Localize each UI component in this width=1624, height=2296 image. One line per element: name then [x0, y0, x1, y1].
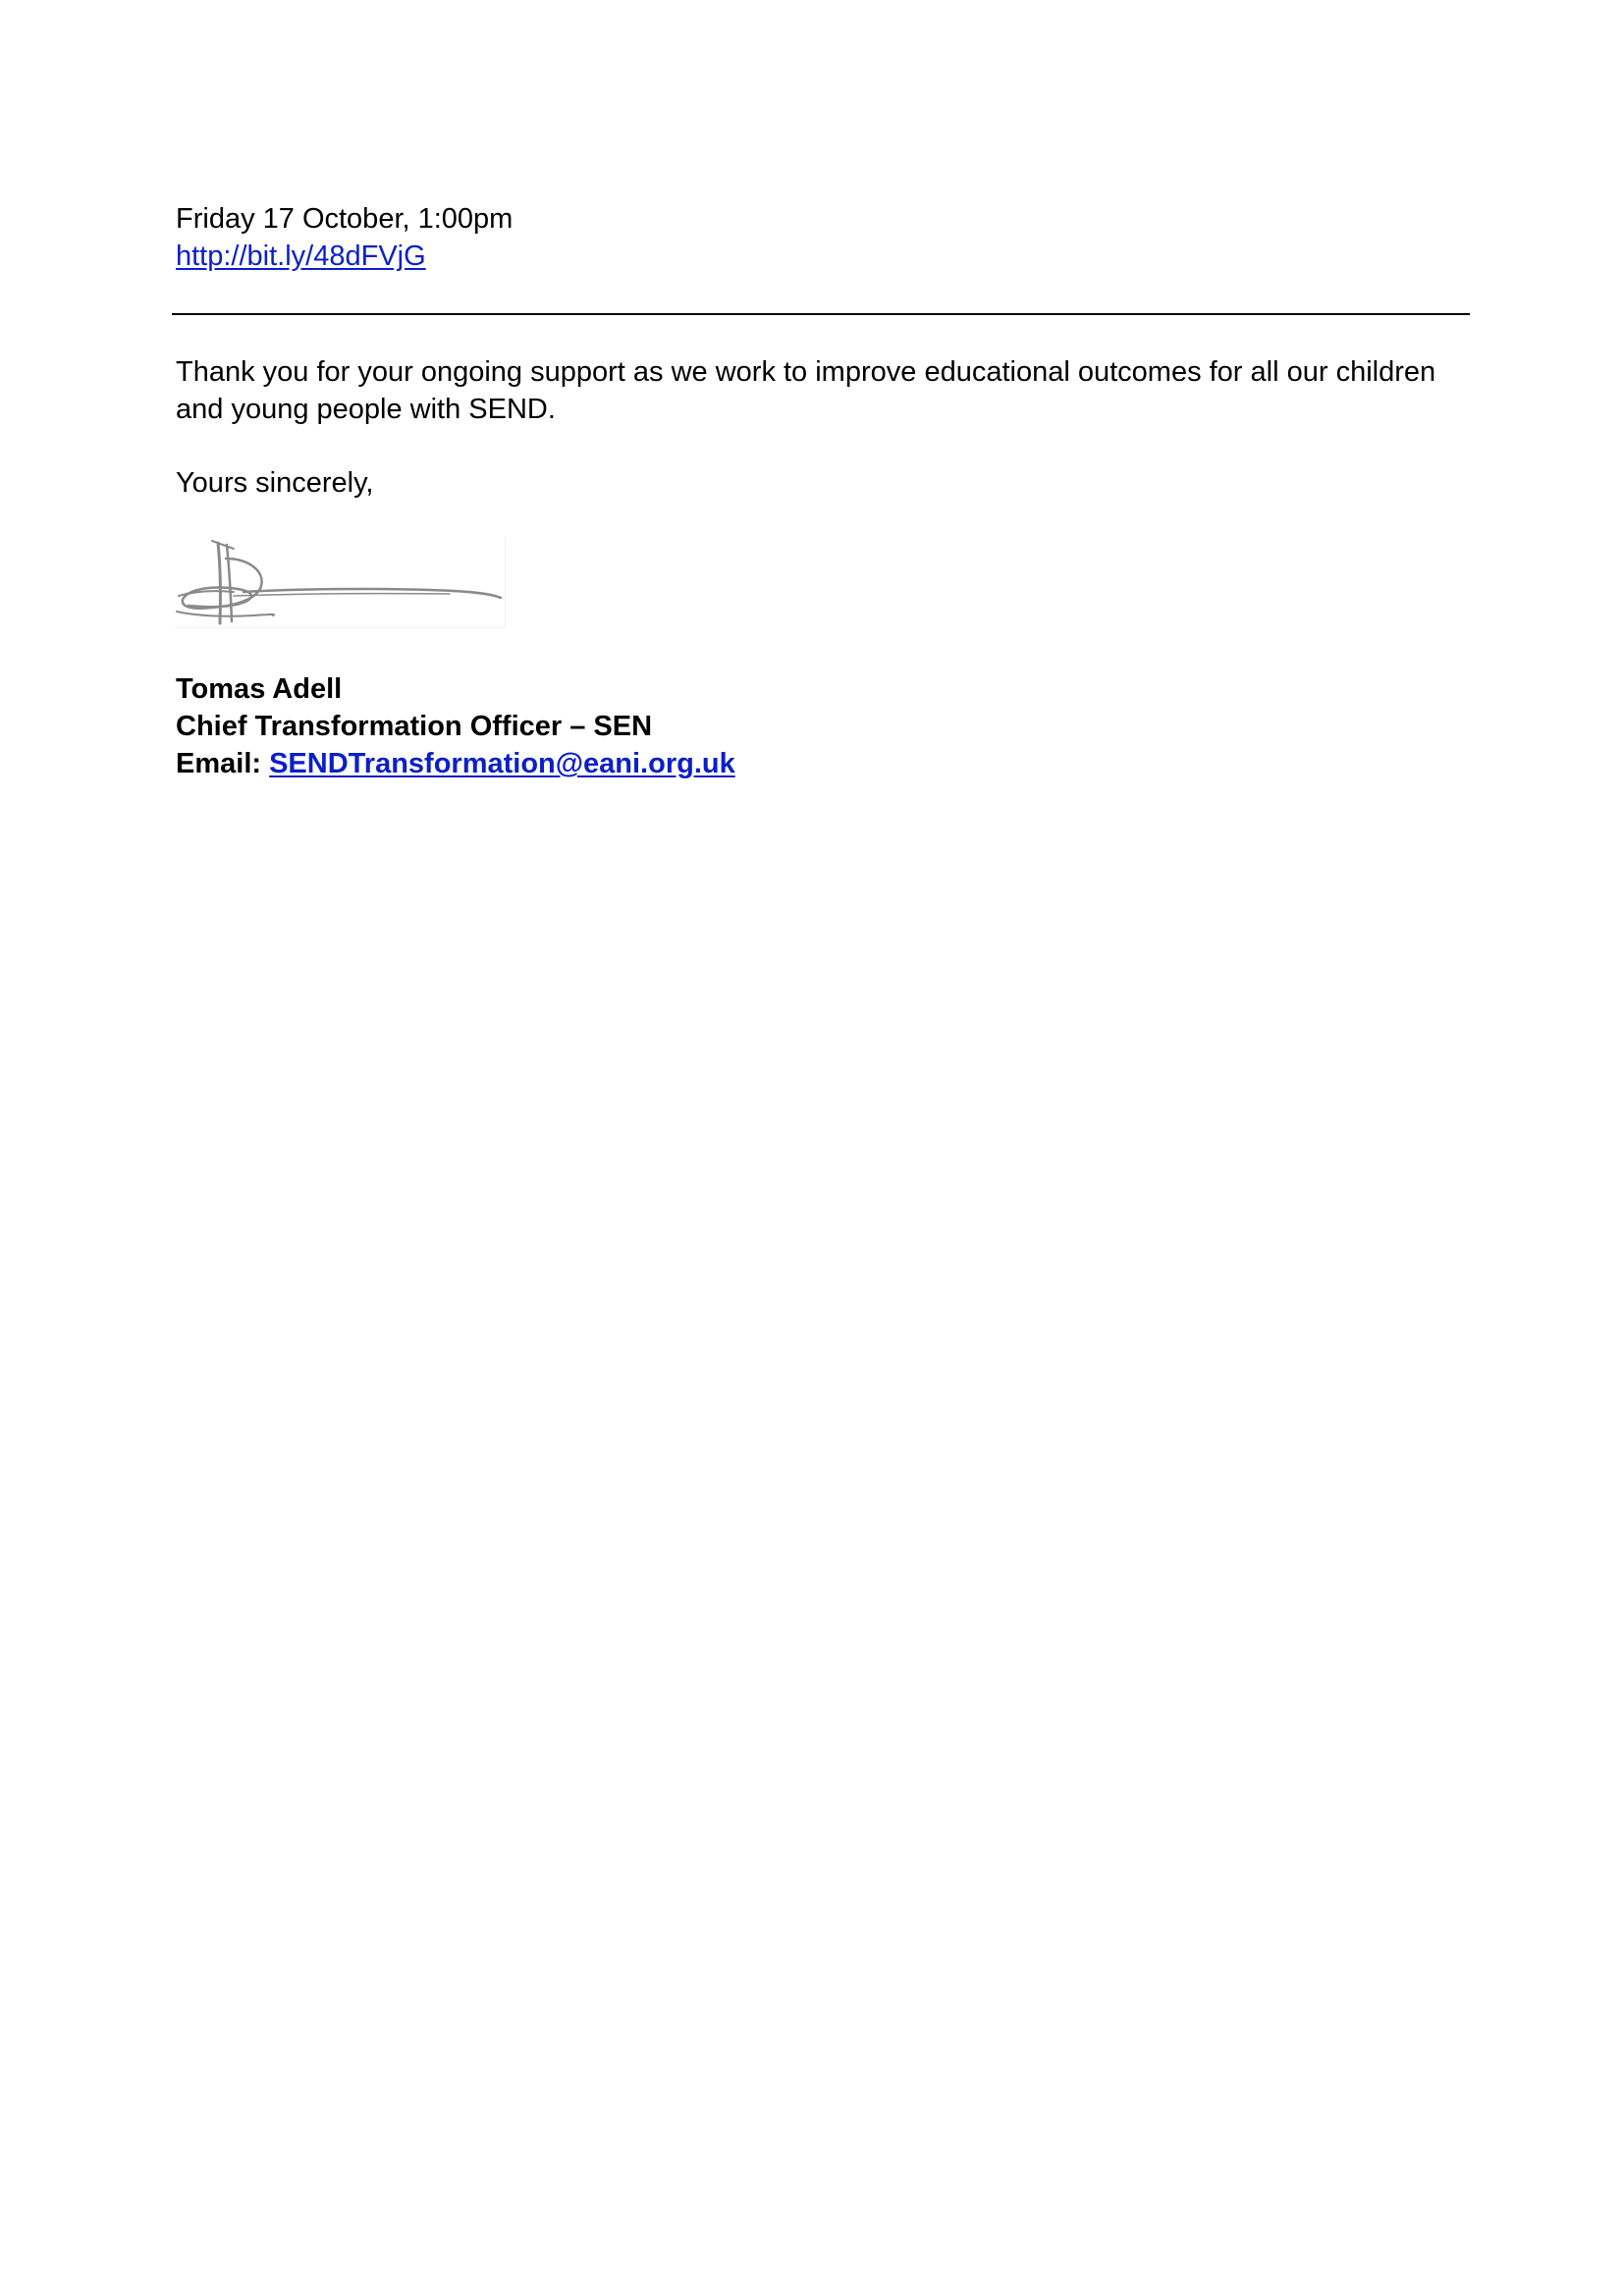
signatory-title: Chief Transformation Officer – SEN — [176, 711, 653, 742]
closing-text: Yours sincerely, — [176, 467, 374, 499]
meeting-link[interactable]: http://bit.ly/48dFVjG — [176, 240, 426, 272]
body-paragraph — [176, 353, 1482, 428]
horizontal-divider — [172, 313, 1470, 315]
body-paragraph-line: Thank you for your ongoing support as we work to improve educational outcomes for all our children — [176, 356, 1436, 388]
body-paragraph-line: and young people with SEND. — [176, 394, 556, 425]
signatory-name: Tomas Adell — [176, 673, 343, 705]
closing-salutation — [176, 464, 1482, 502]
meeting-datetime: Friday 17 October, 1:00pm — [176, 203, 514, 235]
handwritten-signature — [175, 537, 506, 628]
email-line — [176, 745, 735, 782]
signature-block — [176, 670, 735, 782]
meeting-link-line — [176, 238, 426, 275]
email-label: Email: — [176, 748, 270, 779]
email-link[interactable]: SENDTransformation@eani.org.uk — [269, 748, 735, 779]
